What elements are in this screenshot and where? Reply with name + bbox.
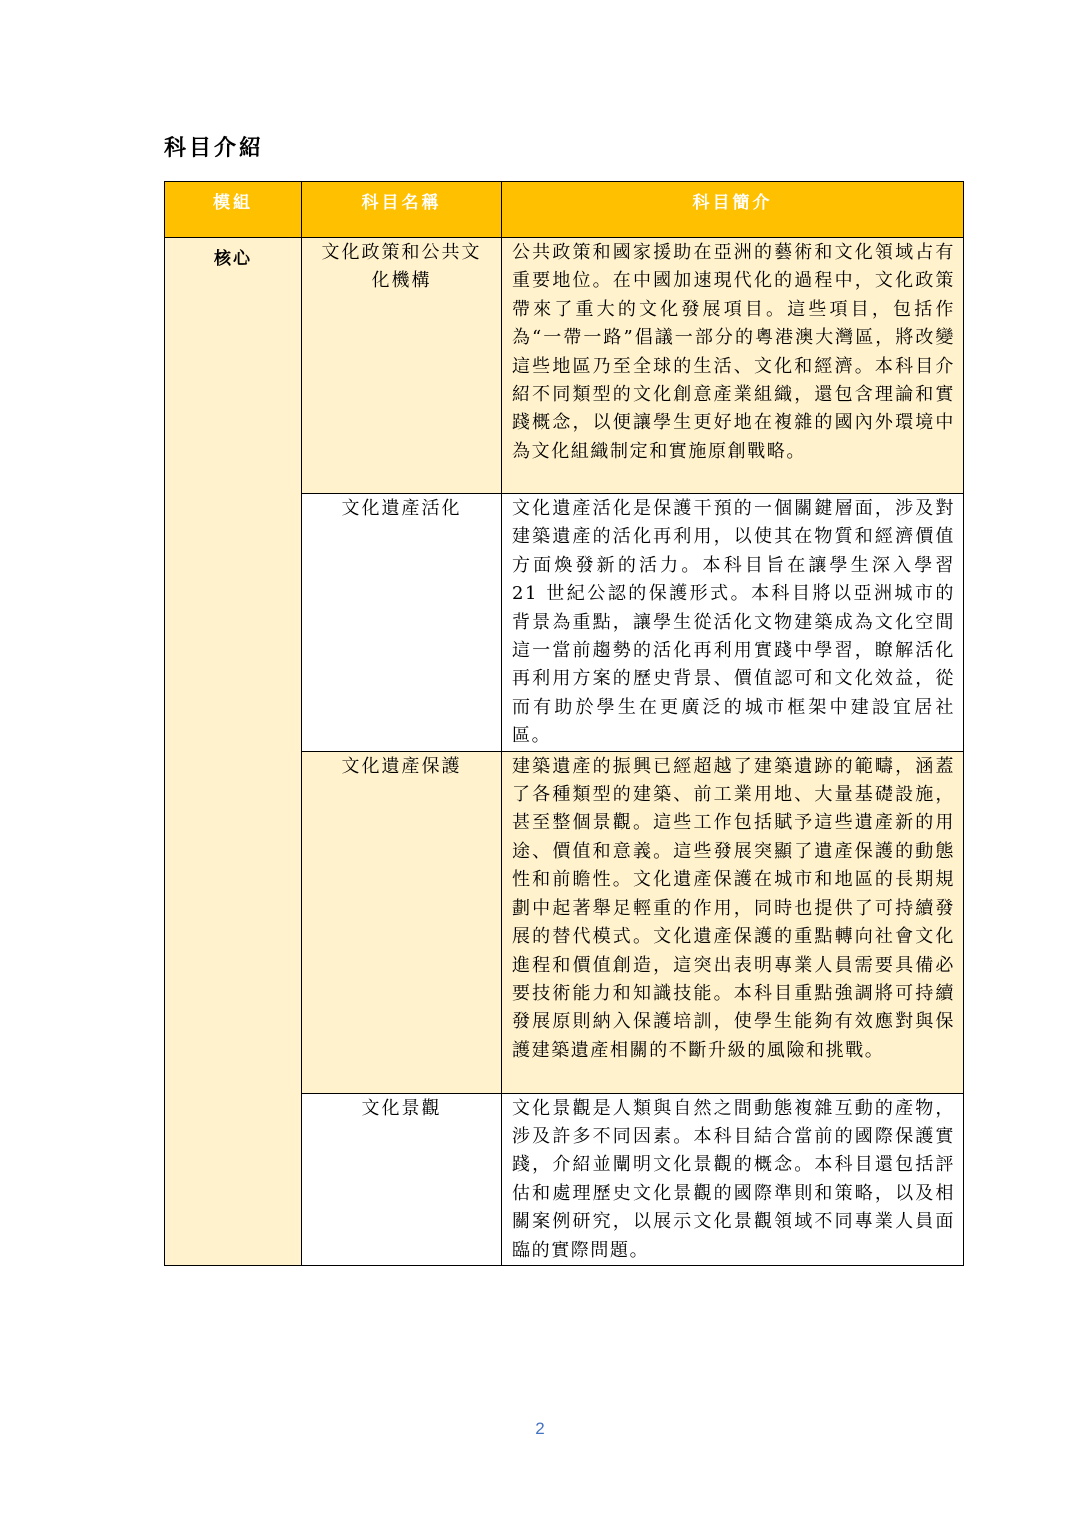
page-number: 2 [535,1419,545,1438]
course-table [164,181,964,1266]
header-module: 模組 [165,182,302,238]
page-title: 科目介紹 [164,136,265,161]
course-name-cell: 文化政策和公共文化機構 [302,238,502,494]
course-description-cell: 文化遺產活化是保護干預的一個關鍵層面，涉及對建築遺產的活化再利用，以使其在物質和經濟價值方面煥發新的活力。本科目旨在讓學生深入學習 21 世紀公認的保護形式。本科目將以亞洲城市的背景為重點，讓學生從活化文物建築成為文化空間這一當前趨勢的活化再利用實踐中學習，瞭解活化再利用方案的歷史背景、價值認可和文化效益，從而有助於學生在更廣泛的城市框架中建設宜居社區。 [502,494,964,752]
course-name-cell: 文化遺產活化 [302,494,502,752]
table-row [165,238,964,494]
course-description-cell: 文化景觀是人類與自然之間動態複雜互動的產物，涉及許多不同因素。本科目結合當前的國際保護實踐，介紹並闡明文化景觀的概念。本科目還包括評估和處理歷史文化景觀的國際準則和策略，以及相關案例研究，以展示文化景觀領域不同專業人員面臨的實際問題。 [502,1093,964,1265]
course-name-cell: 文化遺產保護 [302,751,502,1093]
course-description-cell: 公共政策和國家援助在亞洲的藝術和文化領域占有重要地位。在中國加速現代化的過程中，文化政策帶來了重大的文化發展項目。這些項目，包括作為“一帶一路”倡議一部分的粵港澳大灣區，將改變這些地區乃至全球的生活、文化和經濟。本科目介紹不同類型的文化創意產業組織，還包含理論和實踐概念，以便讓學生更好地在複雜的國內外環境中為文化組織制定和實施原創戰略。 [502,238,964,494]
course-name-cell: 文化景觀 [302,1093,502,1265]
header-course-intro: 科目簡介 [502,182,964,238]
module-cell-core: 核心 [165,238,302,1266]
course-description-cell: 建築遺產的振興已經超越了建築遺跡的範疇，涵蓋了各種類型的建築、前工業用地、大量基礎設施，甚至整個景觀。這些工作包括賦予這些遺產新的用途、價值和意義。這些發展突顯了遺產保護的動態性和前瞻性。文化遺產保護在城市和地區的長期規劃中起著舉足輕重的作用，同時也提供了可持續發展的替代模式。文化遺產保護的重點轉向社會文化進程和價值創造，這突出表明專業人員需要具備必要技術能力和知識技能。本科目重點強調將可持續發展原則納入保護培訓，使學生能夠有效應對與保護建築遺產相關的不斷升級的風險和挑戰。 [502,751,964,1093]
header-course-name: 科目名稱 [302,182,502,238]
table-header-row [165,182,964,238]
